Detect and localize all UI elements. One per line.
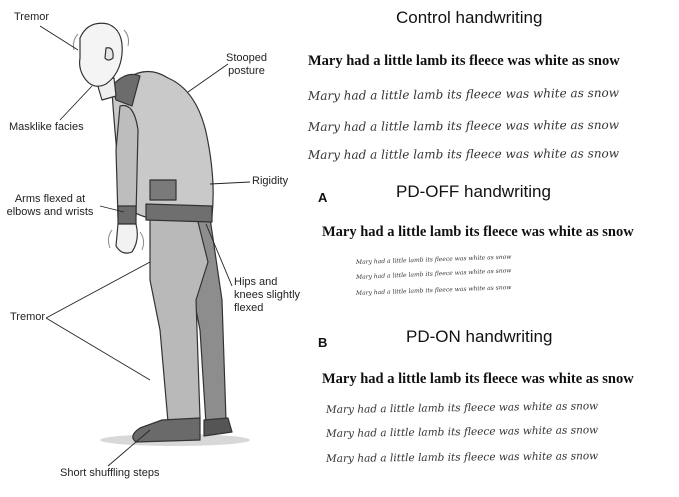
hand (116, 224, 137, 253)
pd-off-handwritten-line-3: Mary had a little lamb its fleece was white as snow (355, 284, 512, 297)
arm-cuff (118, 206, 136, 224)
pd-on-handwritten-line-3: Mary had a little lamb its fleece was white as snow (325, 450, 599, 465)
control-handwritten-line-1: Mary had a little lamb its fleece was white as snow (307, 85, 620, 103)
control-handwritten-line-2: Mary had a little lamb its fleece was white as snow (307, 117, 620, 134)
label-stooped-posture: Stooped posture (226, 52, 267, 77)
pd-on-handwritten-line-2: Mary had a little lamb its fleece was white as snow (325, 424, 599, 440)
pointer-tremor-head (40, 26, 78, 50)
pd-off-handwritten-line-2: Mary had a little lamb its fleece was white as snow (355, 267, 512, 281)
control-typed-sentence: Mary had a little lamb its fleece was white as snow (308, 53, 620, 69)
label-short-shuffling-steps: Short shuffling steps (60, 467, 160, 479)
control-handwriting-heading: Control handwriting (396, 8, 543, 27)
pointer-rigidity (210, 182, 250, 184)
head (80, 23, 123, 86)
front-shoe (133, 418, 200, 442)
label-tremor-hand: Tremor (10, 311, 46, 323)
pd-off-handwritten-line-1: Mary had a little lamb its fleece was white as snow (355, 253, 512, 266)
pd-off-heading: PD-OFF handwriting (396, 182, 551, 201)
label-arms-flexed: Arms flexed at elbows and wrists (6, 193, 94, 218)
control-handwritten-line-3: Mary had a little lamb its fleece was white as snow (307, 146, 620, 162)
pointer-tremor-hand-a (46, 262, 150, 318)
pd-on-heading: PD-ON handwriting (406, 327, 553, 346)
pointer-stooped-posture (188, 64, 228, 92)
pd-on-handwritten-line-1: Mary had a little lamb its fleece was white as snow (325, 400, 599, 416)
label-tremor-head: Tremor (14, 11, 50, 23)
arm-sleeve (116, 106, 138, 219)
ear (105, 48, 113, 60)
label-hips-knees: Hips and knees slightly flexed (234, 276, 301, 314)
pointer-tremor-hand-b (46, 318, 150, 380)
label-rigidity: Rigidity (252, 175, 289, 187)
label-masklike-facies: Masklike facies (9, 121, 84, 133)
pd-on-typed-sentence: Mary had a little lamb its fleece was white as snow (322, 371, 634, 387)
panel-letter-b: B (318, 335, 328, 350)
stooped-man-drawing (74, 23, 233, 442)
pointer-masklike-facies (60, 86, 92, 120)
jacket-pocket (150, 180, 176, 200)
pd-off-typed-sentence: Mary had a little lamb its fleece was white as snow (322, 224, 634, 240)
jacket-hem (146, 204, 212, 222)
back-shoe (204, 418, 232, 436)
panel-letter-a: A (318, 190, 328, 205)
